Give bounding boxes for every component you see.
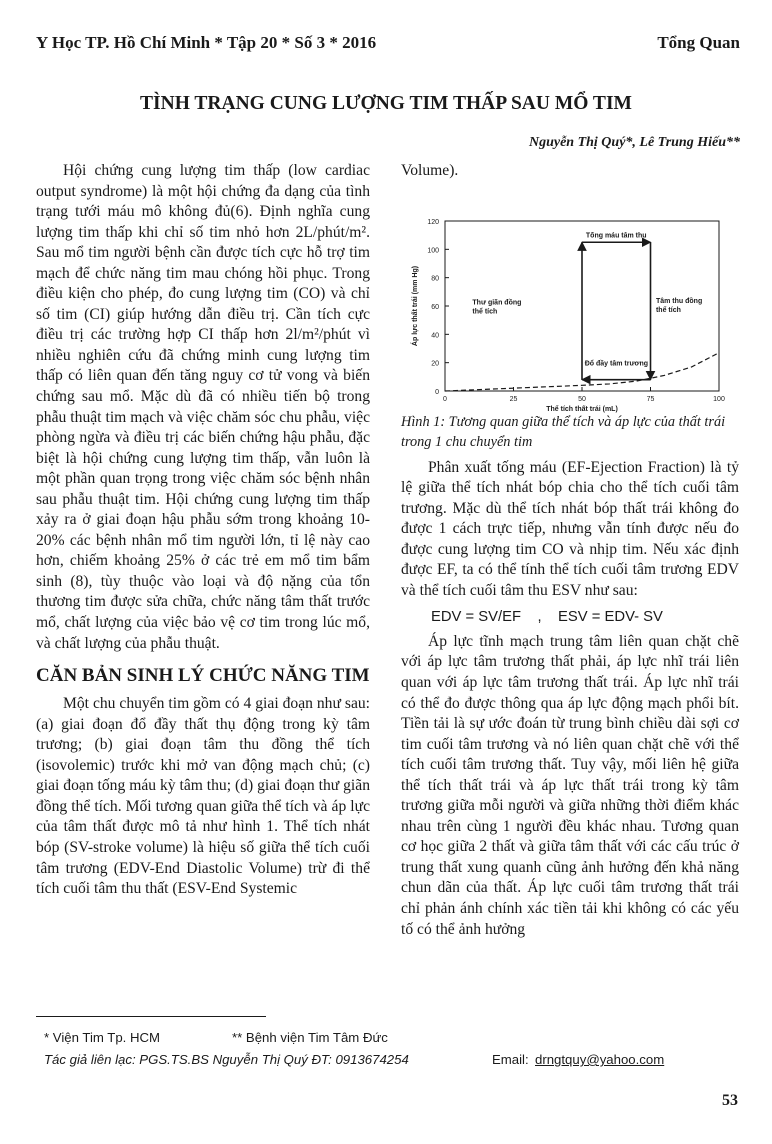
article-authors: Nguyễn Thị Quý*, Lê Trung Hiếu** <box>528 135 740 150</box>
affiliation-2: ** Bệnh viện Tim Tâm Đức <box>232 1030 388 1045</box>
cardiac-cycle-paragraph: Một chu chuyển tim gồm có 4 giai đoạn như sau: (a) giai đoạn đổ đầy thất thụ động trong kỳ tâm trương; (b) giai đoạn tâm thu đồng thể tích (isovolemic) trước khi mở van động mạch chủ; (c) giai đoạn tống máu kỳ tâm thu; (d) giai đoạn thư giãn đồng thể tích. Mối tương quan giữa thể tích và áp lực của tâm thất được mô tả như hình 1. Thể tích nhát bóp (SV-stroke volume) là hiệu số giữa thể tích cuối tâm trương (EDV-End Diastolic Volume) trừ đi thể tích cuối tâm thu thất (ESV-End Systemic <box>36 695 370 898</box>
x-tick-label: 0 <box>443 395 447 403</box>
x-axis-label: Thể tích thất trái (mL) <box>546 405 618 413</box>
y-axis-label: Áp lực thất trái (mm Hg) <box>412 265 419 346</box>
contact-info: Tác giả liên lạc: PGS.TS.BS Nguyễn Thị Quý ĐT: 0913674254 <box>44 1052 409 1067</box>
x-tick-label: 75 <box>646 395 655 403</box>
intro-paragraph: Hội chứng cung lượng tim thấp (low cardiac output syndrome) là một hội chứng đa dạng của tình trạng tưới máu mô không đủ(6). Định nghĩa cung lượng tim thấp khi chỉ số tim nhỏ hơn 2L/phút/m². Sau mổ tim người bệnh cần được tích cực hỗ trợ tim mạch để chức năng tim mau chóng hồi phục. Trong điều kiện cho phép, đo cung lượng tim (CO) và chỉ số tim (CI) giúp hướng dẫn điều trị. Cần tích cực điều trị các trường hợp CI thấp hơn 2l/m²/phút vì nhiều nghiên cứu đã chứng minh cung lượng tim thấp có liên quan đến tăng nguy cơ tử vong và biến chứng sau mổ. Mặc dù đã có nhiều tiến bộ trong phẫu thuật tim mạch và việc chăm sóc chu phẫu, việc phòng ngừa và điều trị các biến chứng hậu phẫu, đặc biệt là hội chứng cung lượng tim thấp, vẫn luôn là một phần quan trọng trong việc chăm sóc bệnh nhân sau phẫu thuật tim. Hội chứng cung lượng tim thấp xảy ra ở giai đoạn hậu phẫu sớm trong khoảng 10-20% các bệnh nhân mổ tim người lớn, tỉ lệ này cao hơn, chiếm khoảng 25% ở các trẻ em mổ tim bẩm sinh (8), tùy thuộc vào loại và độ nặng của tổn thương tim được sửa chữa, chức năng tâm thất trước mổ, chất lượng của việc bảo vệ cơ tim trong lúc mổ, và chất lượng của phẫu thuật. <box>36 162 370 652</box>
email-link[interactable]: drngtquy@yahoo.com <box>535 1052 665 1067</box>
annotation-contraction: Tâm thu đồng <box>655 297 703 305</box>
y-tick-label: 80 <box>431 275 439 283</box>
annotation-relaxation-line2: thể tích <box>472 308 498 316</box>
pressure-volume-chart <box>401 188 739 413</box>
annotation-ejection: Tống máu tâm thu <box>585 231 647 239</box>
affiliation-1: * Viện Tim Tp. HCM <box>44 1030 161 1045</box>
y-tick-label: 100 <box>427 246 439 254</box>
y-tick-label: 40 <box>431 331 439 339</box>
preload-paragraph: Áp lực tĩnh mạch trung tâm liên quan chặt chẽ với áp lực tâm trương thất phải, áp lực nhĩ trái liên quan với áp lực tâm trương thất trái. Áp lực nhĩ trái có thể đo được thông qua áp lực động mạch phổi bít. Tiền tải là sự ước đoán từ trung bình chiều dài sợi cơ tim cuối tâm trương và nó liên quan chặt chẽ với thể tích cuối tâm trương thất. Tuy vậy, mối liên hệ giữa thể tích thất trái và áp lực thất trái trong kỳ tâm trương giữa mỗi người và giữa những thời điểm khác nhau trên cùng 1 người đều khác nhau. Tương quan cơ học giữa 2 thất và giữa tâm thất với các cấu trúc ở trung thất xung quanh cũng ảnh hưởng đến khả năng chun dãn của thất. Áp lực cuối tâm trương thất trái chỉ phản ánh chính xác tiền tải khi không có các yếu tố có thể ảnh hưởng <box>401 632 739 938</box>
annotation-filling: Đổ đầy tâm trương <box>584 360 649 368</box>
continuation-text: Volume). <box>401 162 459 179</box>
section-header: Tổng Quan <box>657 33 740 52</box>
page-number: 53 <box>722 1092 738 1109</box>
email-label: Email: <box>492 1052 529 1067</box>
figure-1 <box>401 188 739 413</box>
left-column <box>36 161 370 900</box>
formula: EDV = SV/EF , ESV = EDV- SV <box>431 609 663 626</box>
ejection-fraction-paragraph: Phân xuất tống máu (EF-Ejection Fraction) là tỷ lệ giữa thể tích nhát bóp chia cho thể tích cuối tâm trương. Mặc dù thể tích nhát bóp thất trái không đo được 1 cách trực tiếp, nhưng vẫn tính được nếu đo được cung lượng tim CO và nhịp tim. Nếu xác định được EF, ta có thể tính thể tích cuối tâm trương EDV và thể tích cuối tâm thu ESV như sau: <box>401 458 739 599</box>
y-tick-label: 120 <box>427 218 439 226</box>
y-tick-label: 0 <box>435 388 439 396</box>
x-tick-label: 50 <box>578 395 586 403</box>
figure-caption: Hình 1: Tương quan giữa thể tích và áp lực của thất trái trong 1 chu chuyển tim <box>401 413 726 450</box>
x-tick-label: 100 <box>713 395 725 403</box>
article-title: TÌNH TRẠNG CUNG LƯỢNG TIM THẤP SAU MỔ TIM <box>140 93 632 114</box>
x-tick-label: 25 <box>509 395 518 403</box>
section-heading: CĂN BẢN SINH LÝ CHỨC NĂNG TIM <box>36 665 370 687</box>
journal-header: Y Học TP. Hồ Chí Minh * Tập 20 * Số 3 * 2016 <box>36 33 377 52</box>
annotation-relaxation: Thư giãn đồng <box>472 299 522 307</box>
right-column <box>401 161 739 940</box>
y-tick-label: 60 <box>431 303 439 311</box>
footnote-rule <box>36 1016 266 1017</box>
y-tick-label: 20 <box>431 360 439 368</box>
annotation-contraction-line2: thể tích <box>655 306 681 314</box>
